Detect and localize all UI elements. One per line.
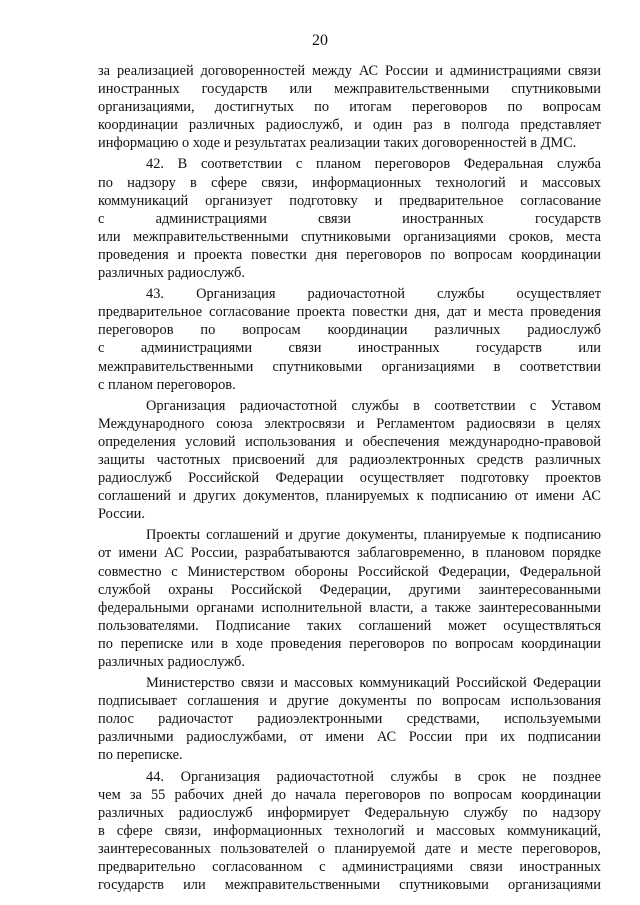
text-line: различными радиослужбами, от имени АС России при их подписании (98, 729, 601, 746)
paragraph (98, 285, 601, 394)
text-line: по переписке. (98, 747, 183, 764)
text-line: проведения и проекта повестки дня переговоров по вопросам координации (98, 246, 601, 263)
text-line: защиты частотных присвоений для радиоэлектронных средств различных (98, 451, 601, 468)
paragraph (98, 768, 601, 895)
text-line: переговоров по вопросам координации различных радиослужб (98, 322, 601, 339)
text-line: различных радиослужб. (98, 265, 245, 282)
text-line: различных радиослужб информирует Федеральную службу по надзору (98, 804, 601, 821)
text-line: чем за 55 рабочих дней до начала переговоров по вопросам координации (98, 786, 601, 803)
text-line: подписывает соглашения и другие документы по вопросам использования (98, 693, 601, 710)
text-line: иностранных государств или межправительственными спутниковыми (98, 81, 601, 98)
text-line: в сфере связи, информационных технологий и массовых коммуникаций, (98, 822, 601, 839)
text-line: совместно с Министерством обороны Российской Федерации, Федеральной (98, 563, 601, 580)
text-line: определения условий использования и обеспечения международно-правовой (98, 433, 601, 450)
text-line: Проекты соглашений и другие документы, планируемые к подписанию (146, 527, 601, 544)
text-line: России. (98, 506, 145, 523)
text-line: соглашений и других документов, планируемых к подписанию от имени АС (98, 488, 601, 505)
text-line: от имени АС России, разрабатываются заблаговременно, в плановом порядке (98, 545, 601, 562)
text-line: предварительное согласование проекта повестки дня, дат и места проведения (98, 304, 601, 321)
text-line: координации различных радиослужб, и один раз в полгода представляет (98, 117, 601, 134)
text-line: службой охраны Российской Федерации, другими заинтересованными (98, 581, 601, 598)
text-line: Организация радиочастотной службы в соответствии с Уставом (146, 397, 601, 414)
text-line: предварительно согласованном с администрациями связи иностранных (98, 859, 601, 876)
text-line: различных радиослужб. (98, 654, 245, 670)
document-body (98, 62, 601, 894)
text-line: 43. Организация радиочастотной службы осуществляет (146, 286, 601, 303)
text-line: полос радиочастот радиоэлектронными средствами, используемыми (98, 711, 601, 728)
text-line: за реализацией договоренностей между АС России и администрациями связи (98, 63, 601, 79)
text-line: 44. Организация радиочастотной службы в срок не позднее (146, 768, 601, 785)
text-line: или межправительственными спутниковыми организациями сроков, места (98, 228, 601, 245)
text-line: пользователями. Подписание таких соглашений может осуществляться (98, 617, 601, 634)
paragraph (98, 62, 601, 152)
text-line: радиослужб Российской Федерации осуществляет подготовку проектов (98, 470, 601, 487)
paragraph (98, 526, 601, 671)
paragraph (98, 397, 601, 524)
paragraph (98, 155, 601, 282)
text-line: с администрациями связи иностранных государств (98, 210, 601, 227)
text-line: по переписке или в ходе проведения переговоров по вопросам координации (98, 635, 601, 652)
text-line: государств или межправительственными спутниковыми организациями (98, 877, 601, 894)
text-line: межправительственными спутниковыми организациями в соответствии (98, 358, 601, 375)
paragraph (98, 674, 601, 764)
text-line: с администрациями связи иностранных государств или (98, 340, 601, 357)
text-line: федеральными органами исполнительной власти, а также заинтересованными (98, 599, 601, 616)
text-line: коммуникаций организует подготовку и предварительное согласование (98, 192, 601, 209)
text-line: заинтересованных пользователей о планируемой дате и месте переговоров, (98, 840, 601, 857)
text-line: организациями, достигнутых по итогам переговоров по вопросам (98, 99, 601, 116)
text-line: Международного союза электросвязи и Регламентом радиосвязи в целях (98, 415, 601, 432)
text-line: по надзору в сфере связи, информационных технологий и массовых (98, 174, 601, 191)
page-number: 20 (312, 32, 328, 49)
text-line: Министерство связи и массовых коммуникаций Российской Федерации (146, 675, 601, 692)
text-line: информацию о ходе и результатах реализации таких договоренностей в ДМС. (98, 135, 577, 152)
text-line: 42. В соответствии с планом переговоров Федеральная служба (146, 156, 601, 173)
text-line: с планом переговоров. (98, 376, 236, 393)
